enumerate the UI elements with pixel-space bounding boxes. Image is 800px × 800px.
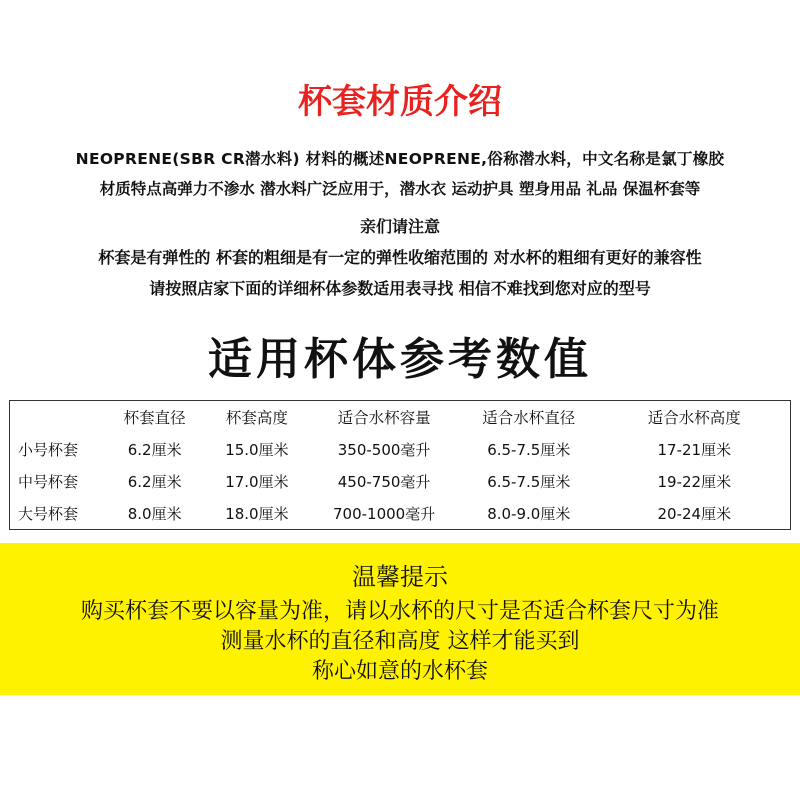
table-header-cell: 适合水杯高度 (647, 409, 741, 427)
section-title: 适用杯体参考数值 (208, 334, 592, 385)
size-spec-table (9, 400, 791, 530)
table-row (10, 497, 791, 530)
table-header-cell: 适合水杯容量 (337, 409, 431, 427)
table-cell: 8.0厘米 (127, 504, 182, 523)
tips-line: 称心如意的水杯套 (311, 659, 488, 684)
table-row-label: 小号杯套 (18, 440, 79, 459)
table-row-label: 大号杯套 (18, 504, 79, 523)
table-cell: 17-21厘米 (657, 440, 732, 459)
table-cell: 450-750毫升 (337, 472, 431, 491)
tips-banner (0, 543, 800, 695)
table-header-cell: 杯套高度 (225, 409, 288, 427)
table-header-cell: 适合水杯直径 (482, 409, 576, 427)
tips-line: 测量水杯的直径和高度 这样才能买到 (220, 629, 580, 654)
material-features-line: 材质特点高弹力不渗水 潜水料广泛应用于，潜水衣 运动护具 塑身用品 礼品 保温杯套等 (99, 180, 701, 198)
table-row (10, 433, 791, 465)
table-header-cell: 杯套直径 (123, 409, 186, 427)
elasticity-note-line: 杯套是有弹性的 杯套的粗细是有一定的弹性收缩范围的 对水杯的粗细有更好的兼容性 (98, 248, 702, 267)
page-title: 杯套材质介绍 (298, 82, 502, 122)
table-header-row (10, 401, 791, 434)
material-description-line: NEOPRENE(SBR CR潜水料) 材料的概述NEOPRENE,俗称潜水料，中文名称是氯丁橡胶 (75, 150, 725, 168)
table-row (10, 465, 791, 497)
table-cell: 6.5-7.5厘米 (487, 440, 571, 459)
table-cell: 19-22厘米 (657, 472, 732, 491)
table-cell: 8.0-9.0厘米 (487, 504, 571, 523)
table-header-cell (10, 401, 105, 434)
table-row-label: 中号杯套 (18, 472, 79, 491)
table-cell: 6.2厘米 (127, 440, 182, 459)
table-cell: 15.0厘米 (225, 440, 289, 459)
table-guide-line: 请按照店家下面的详细杯体参数适用表寻找 相信不难找到您对应的型号 (149, 279, 651, 298)
table-cell: 6.5-7.5厘米 (487, 472, 571, 491)
table-cell: 350-500毫升 (337, 440, 431, 459)
table-cell: 18.0厘米 (225, 504, 289, 523)
attention-line: 亲们请注意 (359, 217, 440, 236)
tips-title: 温馨提示 (352, 563, 448, 591)
tips-line: 购买杯套不要以容量为准，请以水杯的尺寸是否适合杯套尺寸为准 (80, 599, 719, 624)
table-cell: 6.2厘米 (127, 472, 182, 491)
table-cell: 20-24厘米 (657, 504, 732, 523)
table-cell: 17.0厘米 (225, 472, 289, 491)
table-cell: 700-1000毫升 (332, 504, 436, 523)
